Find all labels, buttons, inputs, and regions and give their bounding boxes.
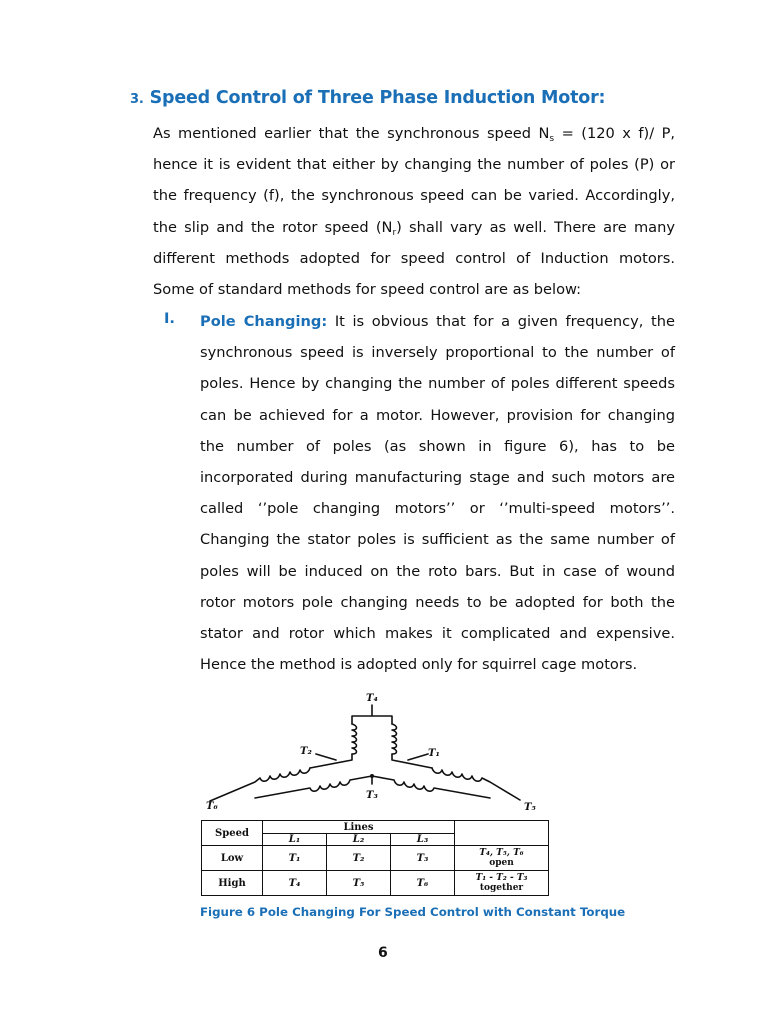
item-line: the number of poles (as shown in figure 6), has to be: [200, 437, 675, 455]
item-line: called ‘’pole changing motors’’ or ‘’multi-speed motors’’.: [200, 500, 675, 518]
intro-paragraph: [153, 118, 675, 305]
terminal-t3-label: T₃: [366, 790, 378, 801]
table-row: [202, 846, 549, 871]
table-cell-note: T₄, T₅, T₆ open: [455, 846, 549, 871]
item-line: can be achieved for a motor. However, provision for changing: [200, 406, 675, 424]
table-cell: T₂: [327, 846, 391, 871]
table-cell-speed: Low: [202, 846, 263, 871]
item-line: Pole Changing: It is obvious that for a given frequency, the: [200, 313, 675, 330]
intro-line: the frequency (f), the synchronous speed can be varied. Accordingly,: [153, 187, 675, 205]
intro-line: the slip and the rotor speed $(N_r)$ shall vary as well. There are many: [153, 218, 676, 238]
item-term: Pole Changing:: [200, 313, 328, 330]
section-number: 3.: [130, 92, 144, 107]
intro-line: Some of standard methods for speed control are as below:: [153, 280, 582, 298]
table-cell: T₆: [391, 871, 455, 896]
center-node: [370, 774, 374, 778]
section-heading: [130, 88, 605, 108]
connection-table: [201, 820, 549, 896]
table-cell: T₃: [391, 846, 455, 871]
terminal-t6-label: T₆: [206, 801, 218, 812]
table-cell: T₁: [263, 846, 327, 871]
table-col-l2: L₂: [327, 834, 391, 846]
item-line: Changing the stator poles is sufficient as the same number of: [200, 531, 675, 549]
figure-caption: Figure 6 Pole Changing For Speed Control with Constant Torque: [200, 905, 626, 919]
terminal-t5-label: T₅: [524, 802, 536, 813]
winding-diagram-svg: [200, 688, 560, 818]
table-col-l1: L₁: [263, 834, 327, 846]
intro-line: hence it is evident that either by changing the number of poles (P) or: [153, 156, 675, 174]
item-line: incorporated during manufacturing stage and such motors are: [200, 468, 675, 486]
table-header-lines: Lines: [263, 821, 455, 834]
table-cell-note: T₁ - T₂ - T₃ together: [455, 871, 549, 896]
intro-line: different methods adopted for speed control of Induction motors.: [153, 249, 675, 267]
table-row: [202, 871, 549, 896]
item-line: poles. Hence by changing the number of poles different speeds: [200, 375, 675, 393]
item-line: Hence the method is adopted only for squirrel cage motors.: [200, 656, 638, 674]
terminal-t4-label: T₄: [366, 693, 378, 704]
item-line: rotor motors pole changing needs to be adopted for both the: [200, 593, 675, 611]
item-line: poles will be induced on the roto bars. But in case of wound: [200, 562, 675, 580]
section-title: Speed Control of Three Phase Induction Motor:: [149, 88, 606, 108]
table-header-speed: Speed: [202, 821, 263, 846]
terminal-t1-label: T₁: [428, 748, 440, 759]
table-col-l3: L₃: [391, 834, 455, 846]
table-cell: T₄: [263, 871, 327, 896]
item-line: stator and rotor which makes it complicated and expensive.: [200, 624, 675, 642]
intro-line: As mentioned earlier that the synchronous speed $N_s = (120$ x f)/ P,: [153, 125, 676, 144]
list-marker: I.: [164, 310, 175, 327]
pole-changing-item: [200, 306, 675, 680]
item-line: synchronous speed is inversely proportional to the number of: [200, 344, 675, 362]
table-cell: T₅: [327, 871, 391, 896]
page-number: 6: [378, 945, 388, 961]
table-header-blank: [455, 821, 549, 846]
table-cell-speed: High: [202, 871, 263, 896]
terminal-t2-label: T₂: [300, 746, 312, 757]
